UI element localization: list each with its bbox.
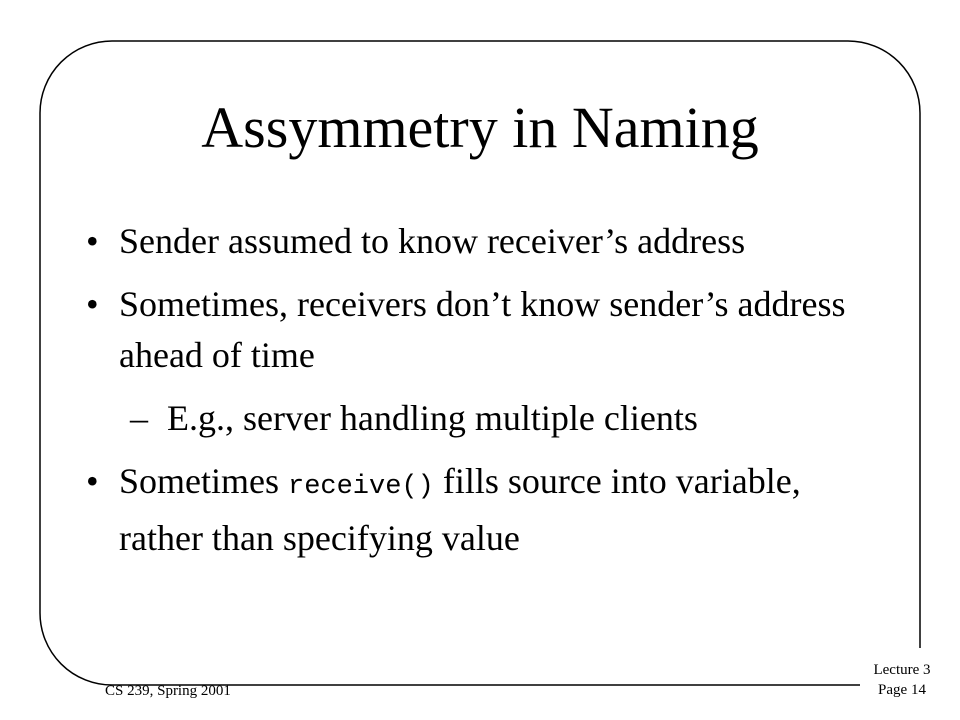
bullet-text: Sometimes, receivers don’t know sender’s address ahead of time (119, 284, 846, 375)
slide-title: Assymmetry in Naming (201, 95, 759, 160)
bullet-item (86, 216, 866, 267)
bullet-text: Sender assumed to know receiver’s address (119, 221, 746, 261)
bullet-marker: • (86, 461, 99, 501)
footer-lecture-page (872, 660, 932, 700)
bullet-text (119, 456, 866, 564)
footer-lecture: Lecture 3 (873, 662, 931, 678)
dash-marker: – (130, 398, 148, 438)
sub-bullet-text: E.g., server handling multiple clients (167, 398, 698, 438)
bullet-item (86, 456, 866, 564)
bullet-text-after: fills source into variable, rather than specifying value (119, 461, 801, 558)
footer-course: CS 239, Spring 2001 (105, 683, 231, 699)
code-snippet: receive() (288, 472, 434, 502)
bullet-text-before: Sometimes (119, 461, 288, 501)
bullet-item (86, 279, 866, 381)
footer-page: Page 14 (878, 682, 926, 698)
bullet-marker: • (86, 221, 99, 261)
bullet-marker: • (86, 284, 99, 324)
bullet-list (86, 216, 866, 576)
sub-bullet-item (86, 393, 866, 444)
